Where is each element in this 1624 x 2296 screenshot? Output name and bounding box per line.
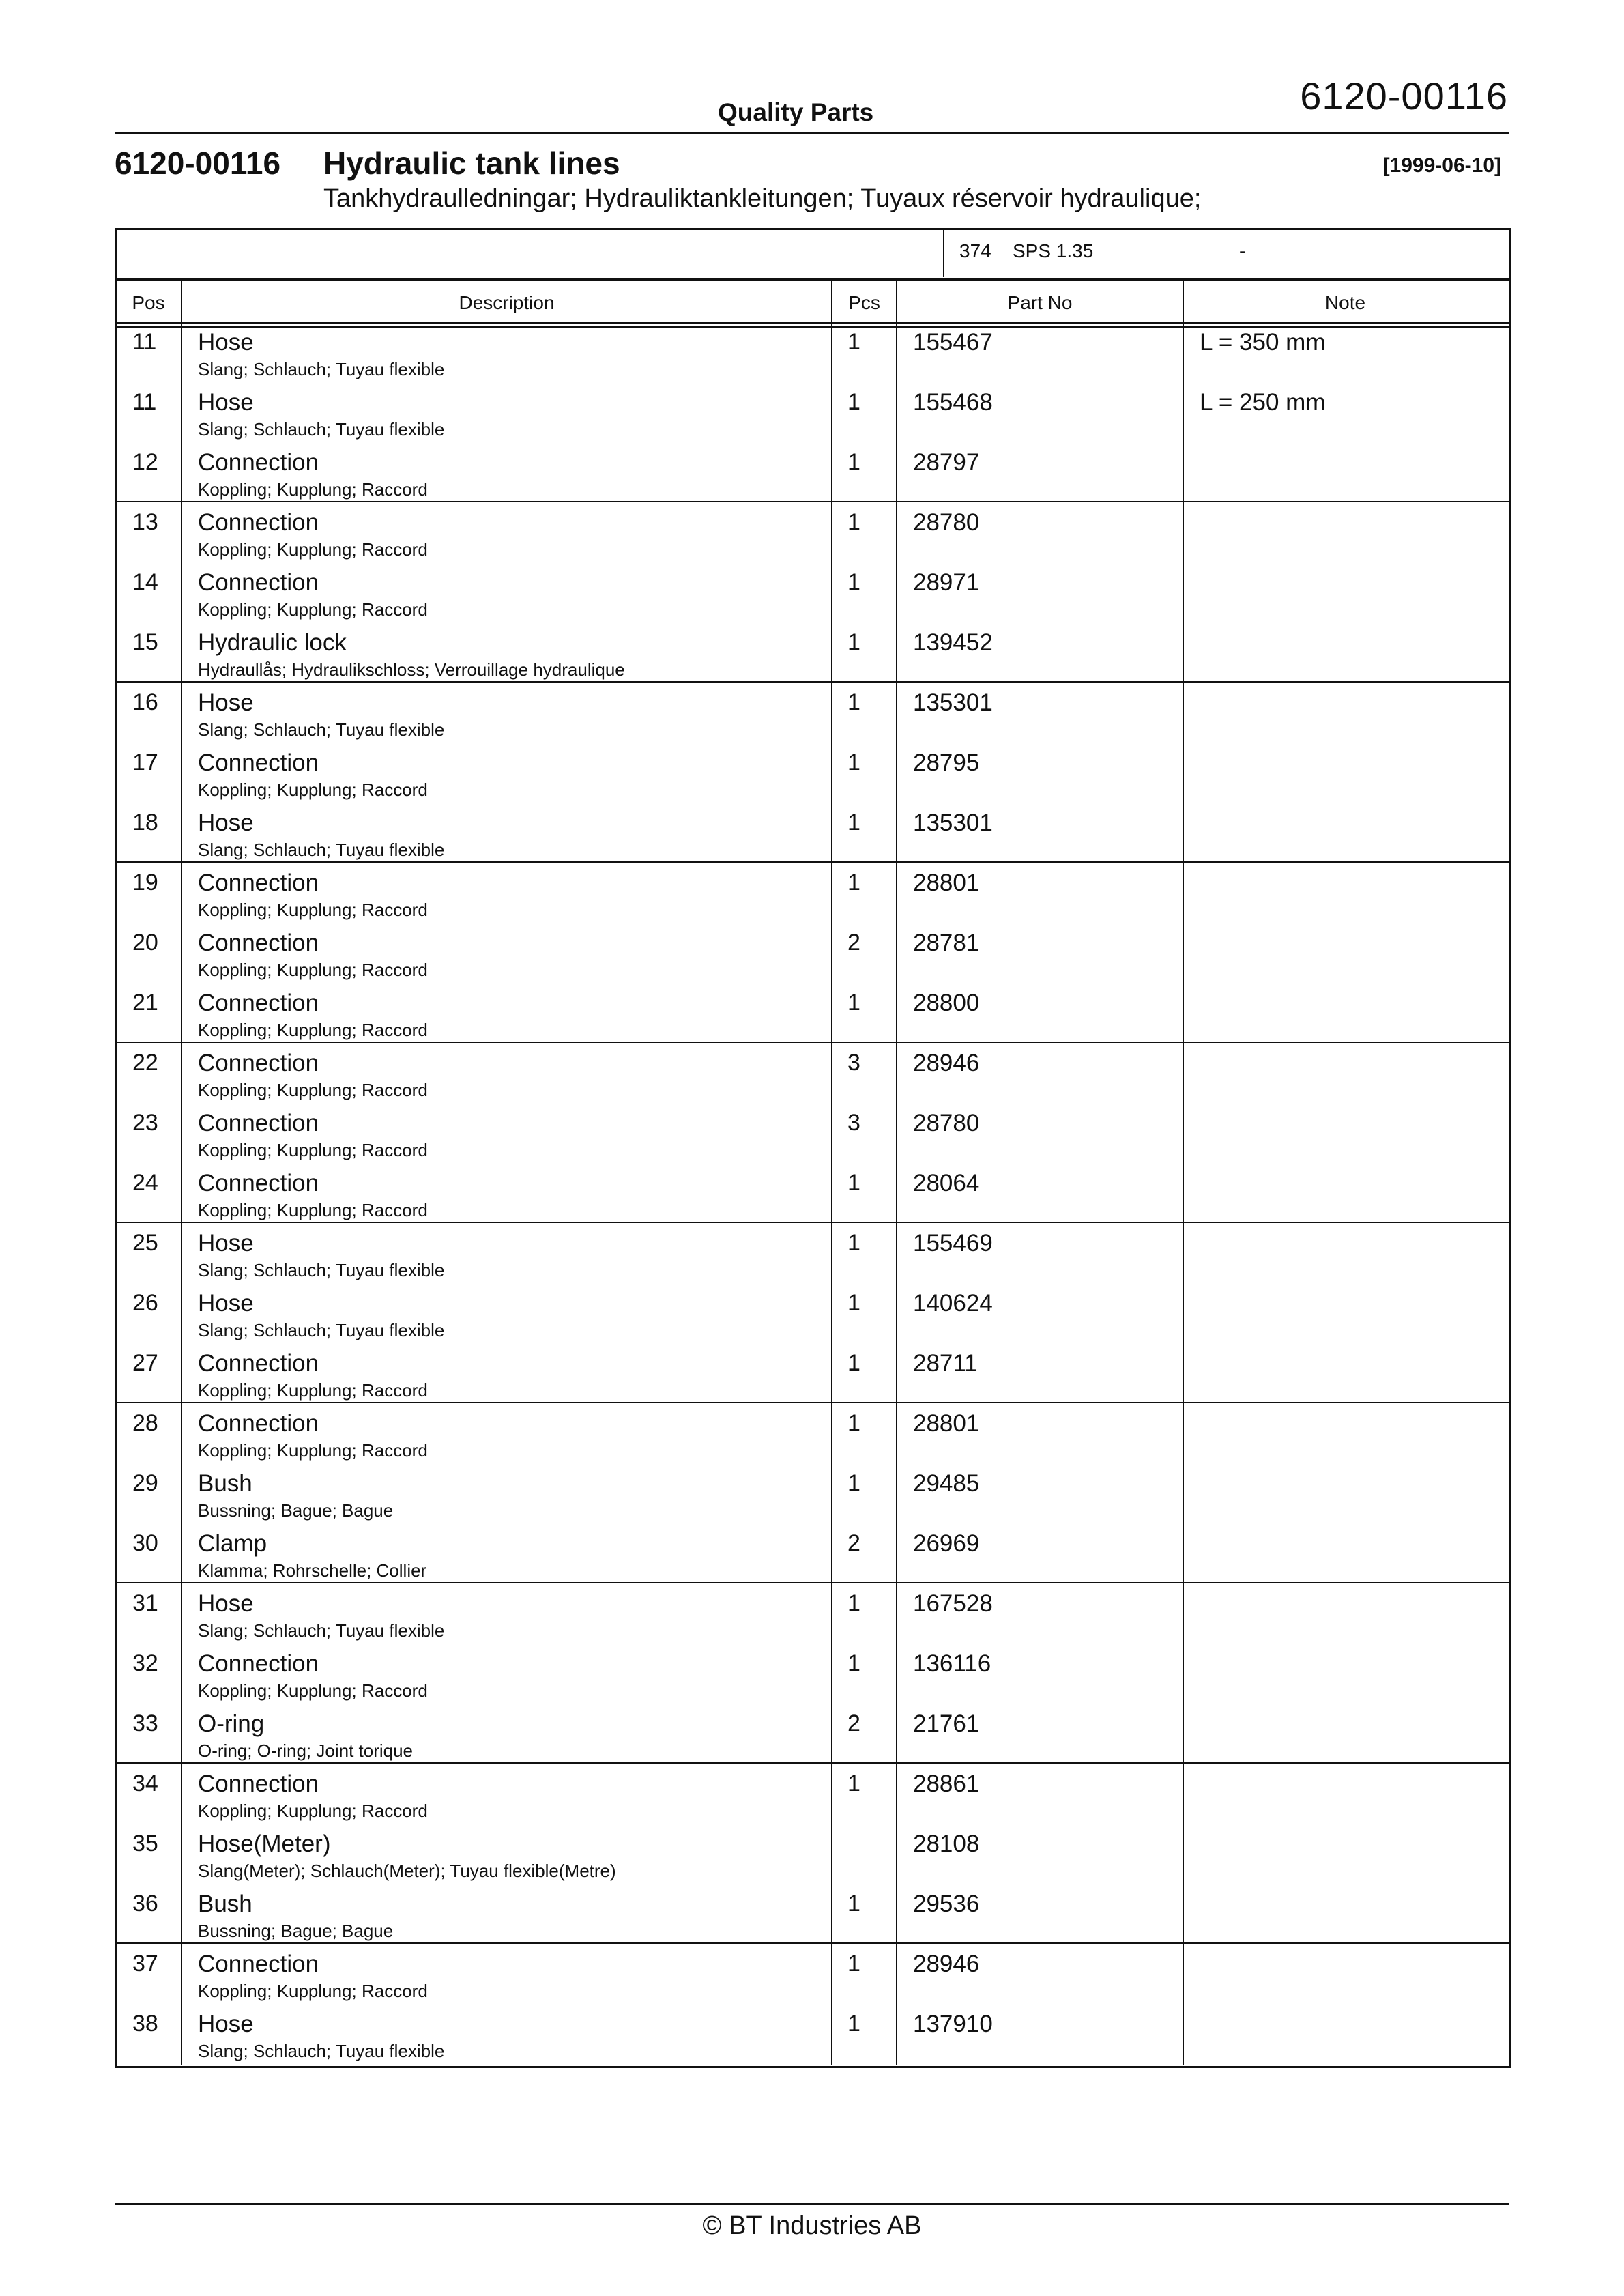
page-subtitle: Tankhydraulledningar; Hydrauliktankleitungen; Tuyaux réservoir hydraulique; (323, 184, 1202, 213)
row-part-no: 167528 (913, 1590, 993, 1617)
row-name: Connection (198, 1050, 319, 1076)
row-pcs: 1 (847, 509, 860, 535)
row-part-no: 28797 (913, 449, 980, 476)
row-pos: 13 (132, 509, 158, 535)
column-header-note: Note (1324, 292, 1366, 313)
row-pos: 21 (132, 990, 158, 1016)
row-part-no: 28861 (913, 1770, 980, 1797)
row-pos: 20 (132, 930, 158, 956)
row-name: Connection (198, 930, 319, 956)
table-header-rule (115, 322, 1511, 324)
row-translation: Bussning; Bague; Bague (198, 1921, 394, 1941)
row-part-no: 28781 (913, 930, 980, 956)
table-row (0, 1586, 1624, 1646)
row-pos: 11 (132, 329, 157, 355)
row-part-no: 28064 (913, 1170, 980, 1196)
row-pos: 36 (132, 1891, 158, 1917)
row-name: Connection (198, 749, 319, 776)
row-name: O-ring (198, 1710, 265, 1737)
row-pos: 24 (132, 1170, 158, 1196)
row-part-no: 139452 (913, 629, 993, 656)
row-pcs: 2 (847, 1710, 860, 1736)
row-note: L = 350 mm (1200, 329, 1326, 356)
row-translation: Koppling; Kupplung; Raccord (198, 1380, 428, 1401)
row-part-no: 140624 (913, 1290, 993, 1317)
row-translation: Bussning; Bague; Bague (198, 1500, 394, 1521)
row-translation: Slang; Schlauch; Tuyau flexible (198, 1620, 445, 1641)
row-name: Connection (198, 509, 319, 536)
row-pos: 23 (132, 1110, 158, 1136)
row-pcs: 3 (847, 1110, 860, 1136)
row-pcs: 1 (847, 870, 860, 895)
row-pcs: 1 (847, 1410, 860, 1436)
row-pos: 33 (132, 1710, 158, 1736)
row-pos: 31 (132, 1590, 158, 1616)
row-name: Connection (198, 870, 319, 896)
table-row (0, 1826, 1624, 1886)
row-part-no: 28780 (913, 1110, 980, 1136)
row-translation: Slang; Schlauch; Tuyau flexible (198, 840, 445, 860)
table-row (0, 865, 1624, 925)
row-part-no: 28795 (913, 749, 980, 776)
column-header-pos: Pos (132, 292, 165, 313)
row-part-no: 137910 (913, 2011, 993, 2037)
row-pcs: 1 (847, 1590, 860, 1616)
row-pcs: 1 (847, 329, 860, 355)
row-translation: Koppling; Kupplung; Raccord (198, 599, 428, 620)
row-name: Hydraulic lock (198, 629, 347, 656)
row-pos: 11 (132, 389, 157, 415)
row-pos: 30 (132, 1530, 158, 1556)
row-pos: 12 (132, 449, 158, 475)
row-pcs: 1 (847, 389, 860, 415)
row-name: Hose (198, 329, 254, 356)
table-row (0, 505, 1624, 565)
row-name: Connection (198, 1951, 319, 1977)
row-pcs: 1 (847, 689, 860, 715)
row-translation: Slang; Schlauch; Tuyau flexible (198, 719, 445, 740)
reference-divider (943, 228, 944, 277)
row-pos: 34 (132, 1770, 158, 1796)
row-translation: Koppling; Kupplung; Raccord (198, 1080, 428, 1100)
row-pcs: 1 (847, 990, 860, 1016)
row-translation: Koppling; Kupplung; Raccord (198, 539, 428, 560)
row-pos: 15 (132, 629, 158, 655)
row-part-no: 28711 (913, 1350, 978, 1377)
footer-rule (115, 2203, 1509, 2205)
column-header-pcs: Pcs (848, 292, 880, 313)
row-name: Hose (198, 1590, 254, 1617)
row-name: Hose (198, 389, 254, 416)
row-pcs: 1 (847, 1170, 860, 1196)
row-part-no: 28946 (913, 1050, 980, 1076)
row-part-no: 29536 (913, 1891, 980, 1917)
row-name: Hose (198, 1290, 254, 1317)
row-translation: Koppling; Kupplung; Raccord (198, 1680, 428, 1701)
row-name: Hose (198, 809, 254, 836)
row-part-no: 28801 (913, 870, 980, 896)
reference-dash: - (1239, 240, 1246, 261)
row-name: Bush (198, 1891, 252, 1917)
row-pos: 17 (132, 749, 158, 775)
row-pcs: 1 (847, 809, 860, 835)
row-translation: Slang; Schlauch; Tuyau flexible (198, 419, 445, 440)
row-translation: Koppling; Kupplung; Raccord (198, 1440, 428, 1461)
row-pos: 19 (132, 870, 158, 895)
row-name: Connection (198, 1410, 319, 1437)
column-header-description: Description (459, 292, 555, 313)
row-pcs: 1 (847, 449, 860, 475)
row-name: Connection (198, 569, 319, 596)
table-row (0, 1646, 1624, 1706)
row-pcs: 1 (847, 1470, 860, 1496)
row-part-no: 155469 (913, 1230, 993, 1257)
row-pcs: 1 (847, 1350, 860, 1376)
table-row (0, 1706, 1624, 1766)
row-translation: Koppling; Kupplung; Raccord (198, 1200, 428, 1220)
row-name: Hose (198, 1230, 254, 1257)
table-row (0, 986, 1624, 1046)
table-row (0, 1166, 1624, 1226)
row-pos: 26 (132, 1290, 158, 1316)
row-part-no: 135301 (913, 689, 993, 716)
row-translation: Koppling; Kupplung; Raccord (198, 779, 428, 800)
row-name: Connection (198, 990, 319, 1016)
row-pcs: 1 (847, 569, 860, 595)
row-translation: Klamma; Rohrschelle; Collier (198, 1560, 427, 1581)
row-pos: 16 (132, 689, 158, 715)
page-title: Hydraulic tank lines (323, 145, 620, 181)
table-row (0, 1766, 1624, 1826)
row-pcs: 1 (847, 1951, 860, 1977)
table-row (0, 685, 1624, 745)
row-translation: Koppling; Kupplung; Raccord (198, 900, 428, 920)
row-translation: Koppling; Kupplung; Raccord (198, 1020, 428, 1040)
table-row (0, 1466, 1624, 1526)
row-pos: 27 (132, 1350, 158, 1376)
row-pos: 18 (132, 809, 158, 835)
row-part-no: 28946 (913, 1951, 980, 1977)
row-translation: Koppling; Kupplung; Raccord (198, 1140, 428, 1160)
row-name: Connection (198, 1170, 319, 1196)
row-part-no: 28800 (913, 990, 980, 1016)
row-name: Bush (198, 1470, 252, 1497)
table-row (0, 325, 1624, 385)
row-pcs: 2 (847, 930, 860, 956)
row-translation: Slang; Schlauch; Tuyau flexible (198, 1260, 445, 1280)
row-translation: Slang; Schlauch; Tuyau flexible (198, 359, 445, 379)
row-translation: Hydraullås; Hydraulikschloss; Verrouillage hydraulique (198, 659, 625, 680)
row-translation: Slang(Meter); Schlauch(Meter); Tuyau flexible(Metre) (198, 1861, 616, 1881)
row-pos: 28 (132, 1410, 158, 1436)
table-row (0, 805, 1624, 865)
row-pcs: 1 (847, 1650, 860, 1676)
row-name: Connection (198, 1770, 319, 1797)
row-part-no: 28780 (913, 509, 980, 536)
row-translation: O-ring; O-ring; Joint torique (198, 1740, 414, 1761)
copyright: © BT Industries AB (702, 2211, 922, 2240)
row-part-no: 28971 (913, 569, 980, 596)
row-pos: 37 (132, 1951, 158, 1977)
row-name: Clamp (198, 1530, 267, 1557)
row-part-no: 135301 (913, 809, 993, 836)
row-name: Connection (198, 1350, 319, 1377)
row-pcs: 1 (847, 1770, 860, 1796)
row-translation: Koppling; Kupplung; Raccord (198, 960, 428, 980)
row-pos: 35 (132, 1831, 158, 1856)
table-row (0, 1947, 1624, 2007)
row-part-no: 29485 (913, 1470, 980, 1497)
table-row (0, 1286, 1624, 1346)
row-pcs: 1 (847, 1290, 860, 1316)
table-row (0, 1226, 1624, 1286)
row-part-no: 136116 (913, 1650, 991, 1677)
row-translation: Koppling; Kupplung; Raccord (198, 1981, 428, 2001)
row-pcs: 1 (847, 1230, 860, 1256)
table-row (0, 565, 1624, 625)
table-row (0, 1106, 1624, 1166)
row-part-no: 155467 (913, 329, 993, 356)
document-number: 6120-00116 (115, 145, 281, 181)
row-pos: 14 (132, 569, 158, 595)
row-pcs: 1 (847, 2011, 860, 2037)
row-pcs: 3 (847, 1050, 860, 1076)
table-row (0, 1406, 1624, 1466)
document-date: [1999-06-10] (1382, 154, 1501, 177)
row-name: Connection (198, 1110, 319, 1136)
table-row (0, 1346, 1624, 1406)
row-part-no: 28108 (913, 1831, 980, 1857)
brand-label: Quality Parts (718, 98, 874, 126)
table-row (0, 1526, 1624, 1586)
row-name: Hose(Meter) (198, 1831, 331, 1857)
row-part-no: 28801 (913, 1410, 980, 1437)
header-rule (115, 132, 1509, 134)
row-pos: 25 (132, 1230, 158, 1256)
table-row (0, 745, 1624, 805)
row-translation: Koppling; Kupplung; Raccord (198, 1800, 428, 1821)
table-row (0, 2007, 1624, 2067)
row-pos: 22 (132, 1050, 158, 1076)
table-row (0, 385, 1624, 445)
row-name: Hose (198, 689, 254, 716)
reference-model: 374 (959, 240, 991, 261)
row-name: Connection (198, 1650, 319, 1677)
row-pcs: 1 (847, 629, 860, 655)
table-row (0, 1046, 1624, 1106)
row-pcs: 2 (847, 1530, 860, 1556)
column-header-partno: Part No (1007, 292, 1073, 313)
row-part-no: 155468 (913, 389, 993, 416)
table-reference-rule (115, 278, 1511, 281)
row-note: L = 250 mm (1200, 389, 1326, 416)
row-name: Connection (198, 449, 319, 476)
table-row (0, 1886, 1624, 1947)
row-translation: Slang; Schlauch; Tuyau flexible (198, 2041, 445, 2061)
document-number-top: 6120-00116 (1300, 74, 1508, 117)
row-part-no: 26969 (913, 1530, 980, 1557)
table-row (0, 445, 1624, 505)
row-pcs: 1 (847, 1891, 860, 1917)
row-pcs: 1 (847, 749, 860, 775)
row-pos: 32 (132, 1650, 158, 1676)
row-translation: Slang; Schlauch; Tuyau flexible (198, 1320, 445, 1340)
row-name: Hose (198, 2011, 254, 2037)
reference-variant: SPS 1.35 (1013, 240, 1094, 261)
row-pos: 29 (132, 1470, 158, 1496)
table-row (0, 625, 1624, 685)
row-pos: 38 (132, 2011, 158, 2037)
row-part-no: 21761 (913, 1710, 980, 1737)
table-row (0, 925, 1624, 986)
row-translation: Koppling; Kupplung; Raccord (198, 479, 428, 500)
